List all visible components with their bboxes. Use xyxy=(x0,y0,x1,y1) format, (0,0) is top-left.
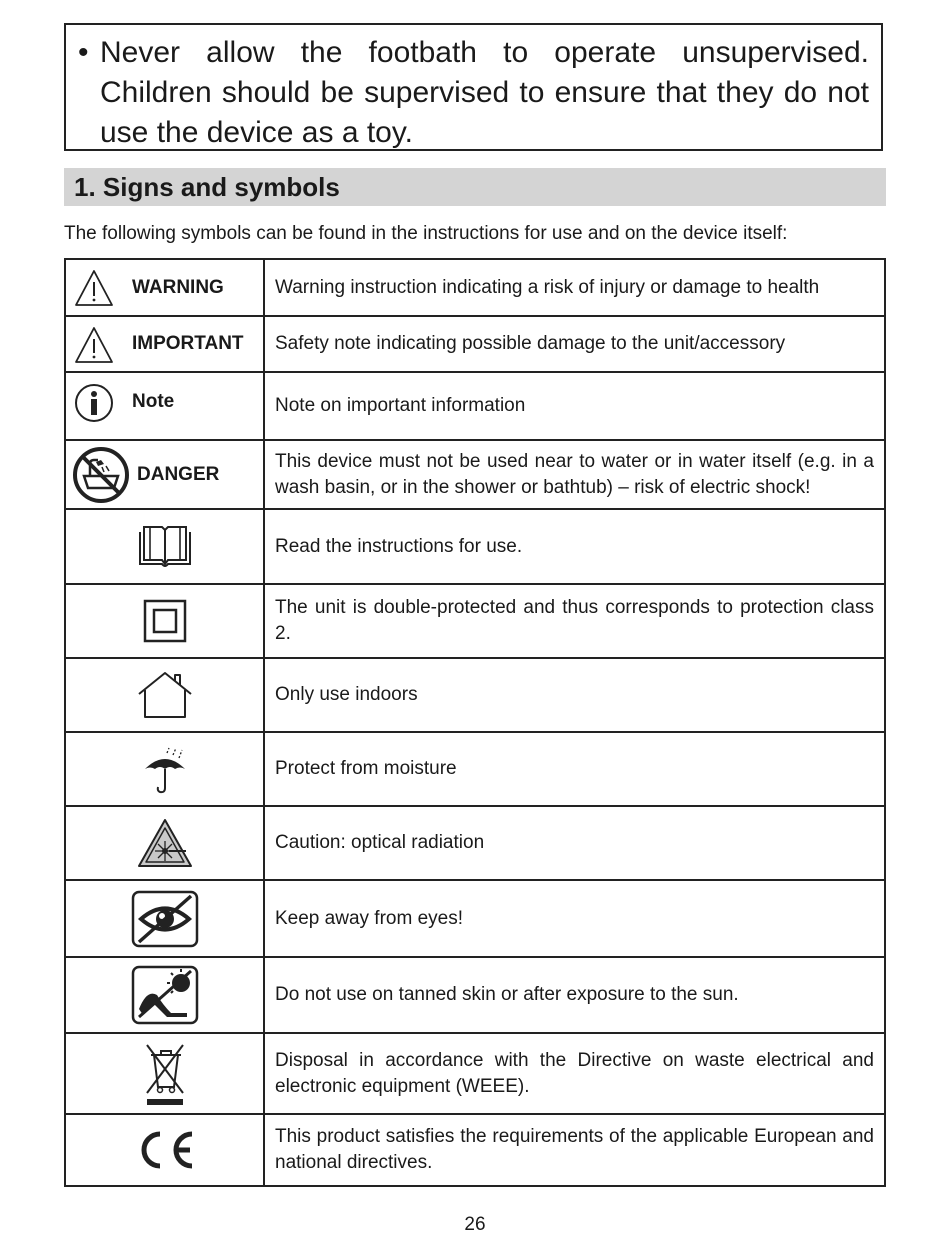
house-icon xyxy=(136,670,194,720)
symbol-label: IMPORTANT xyxy=(132,333,244,354)
description-cell: Do not use on tanned skin or after exposure to the sun. xyxy=(264,957,885,1033)
symbol-label: Note xyxy=(132,391,175,412)
open-book-icon xyxy=(137,524,193,570)
description-cell: Read the instructions for use. xyxy=(264,509,885,584)
table-row xyxy=(65,732,885,806)
symbol-cell xyxy=(65,880,264,957)
section-title: 1. Signs and symbols xyxy=(74,172,340,202)
umbrella-rain-icon xyxy=(142,743,188,795)
warning-triangle-icon xyxy=(74,268,114,308)
description-cell: Caution: optical radiation xyxy=(264,806,885,880)
table-row xyxy=(65,1114,885,1186)
safety-warning-box xyxy=(64,23,883,151)
table-row xyxy=(65,806,885,880)
no-bath-water-icon xyxy=(72,446,130,504)
symbol-label: WARNING xyxy=(132,276,224,298)
laser-warning-icon xyxy=(136,817,194,869)
table-row xyxy=(65,372,885,440)
symbol-cell xyxy=(65,1033,264,1114)
description-cell: Protect from moisture xyxy=(264,732,885,806)
sun-legs-icon xyxy=(131,965,199,1025)
description-cell: The unit is double-protected and thus corresponds to protection class 2. xyxy=(264,584,885,658)
symbol-cell xyxy=(65,732,264,806)
double-square-icon xyxy=(143,599,187,643)
table-row xyxy=(65,658,885,732)
bullet: • xyxy=(78,36,89,69)
table-row xyxy=(65,957,885,1033)
intro-text: The following symbols can be found in the instructions for use and on the device itself: xyxy=(64,223,788,244)
warning-text: Never allow the footbath to operate unsupervised. Children should be supervised to ensure that they do not use the device as a toy. xyxy=(100,36,869,149)
crossed-bin-icon xyxy=(141,1041,189,1107)
section-header xyxy=(64,168,886,206)
symbol-cell xyxy=(65,509,264,584)
description-cell: This product satisfies the requirements of the applicable European and national directives. xyxy=(264,1114,885,1186)
table-row xyxy=(65,259,885,316)
symbol-cell xyxy=(65,1114,264,1186)
symbols-table xyxy=(64,258,886,1187)
ce-mark-icon xyxy=(132,1129,198,1171)
table-row xyxy=(65,509,885,584)
table-row xyxy=(65,584,885,658)
description-cell: Safety note indicating possible damage to the unit/accessory xyxy=(264,316,885,372)
symbol-cell xyxy=(65,806,264,880)
description-cell: This device must not be used near to water or in water itself (e.g. in a wash basin, or in the shower or bathtub) – risk of electric shock! xyxy=(264,440,885,509)
table-row xyxy=(65,880,885,957)
description-cell: Only use indoors xyxy=(264,658,885,732)
description-cell: Note on important information xyxy=(264,372,885,440)
warning-triangle-icon xyxy=(74,325,114,365)
symbol-cell xyxy=(65,584,264,658)
symbol-cell xyxy=(65,440,264,509)
symbol-cell xyxy=(65,658,264,732)
description-cell: Disposal in accordance with the Directive on waste electrical and electronic equipment (WEEE). xyxy=(264,1033,885,1114)
symbol-label: DANGER xyxy=(137,463,220,485)
description-cell: Warning instruction indicating a risk of injury or damage to health xyxy=(264,259,885,316)
table-row xyxy=(65,316,885,372)
info-icon xyxy=(74,383,114,423)
symbol-cell xyxy=(65,259,264,316)
description-cell: Keep away from eyes! xyxy=(264,880,885,957)
table-row xyxy=(65,1033,885,1114)
page-number: 26 xyxy=(464,1214,486,1235)
symbol-cell xyxy=(65,316,264,372)
symbol-cell xyxy=(65,957,264,1033)
symbol-cell xyxy=(65,372,264,440)
table-row xyxy=(65,440,885,509)
no-eye-icon xyxy=(131,890,199,948)
